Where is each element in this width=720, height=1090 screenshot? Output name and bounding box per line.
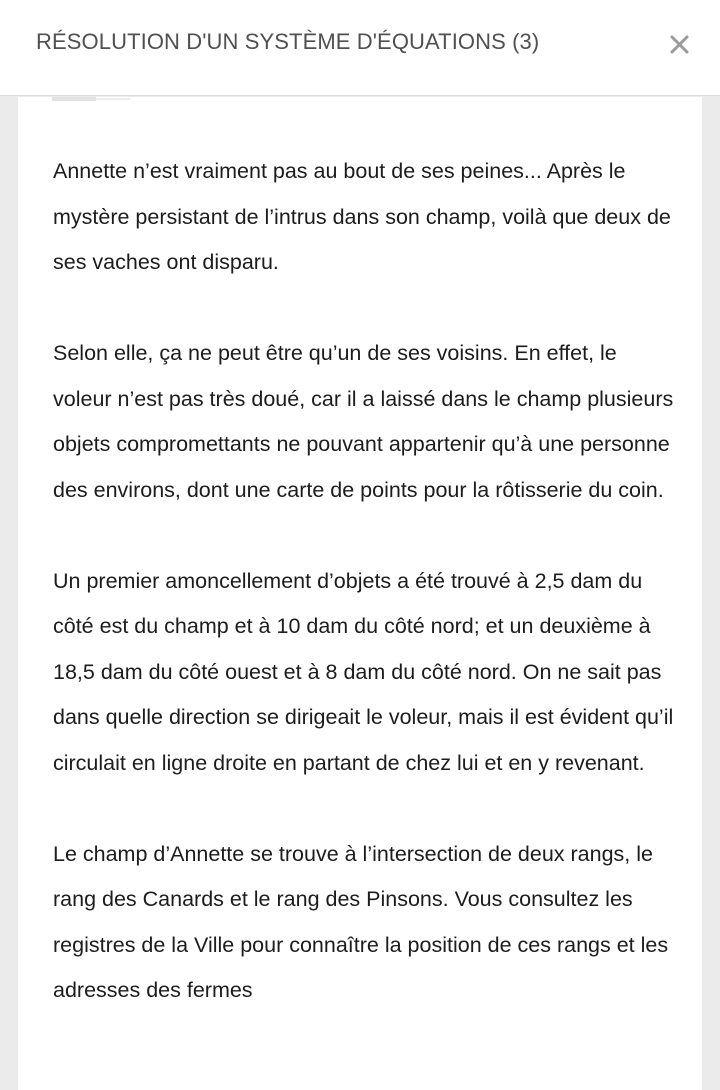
problem-text	[53, 149, 679, 1059]
close-icon[interactable]	[666, 30, 694, 58]
paragraph-3: Un premier amoncellement d’objets a été trouvé à 2,5 dam du côté est du champ et à 10 dam du côté nord; et un deuxième à 18,5 dam du côté ouest et à 8 dam du côté nord. On ne sait pas dans quelle direction se dirigeait le voleur, mais il est évident qu’il circulait en ligne droite en partant de chez lui et en y revenant.	[53, 568, 674, 775]
paragraph-4: Le champ d’Annette se trouve à l’intersection de deux rangs, le rang des Canards et le rang des Pinsons. Vous consultez les registres de la Ville pour connaître la position de ces rangs et les adresses des fermes	[53, 841, 669, 1002]
scrolled-content-remnant	[52, 97, 130, 101]
modal-header	[0, 0, 720, 96]
paragraph-2: Selon elle, ça ne peut être qu’un de ses voisins. En effet, le voleur n’est pas très doué, car il a laissé dans le champ plusieurs objets compromettants ne pouvant appartenir qu’à une personne des environs, dont une carte de points pour la rôtisserie du coin.	[53, 341, 674, 502]
paragraph-1: Annette n’est vraiment pas au bout de ses peines... Après le mystère persistant de l’intrus dans son champ, voilà que deux de ses vaches ont disparu.	[53, 159, 671, 274]
close-button[interactable]	[666, 30, 694, 58]
modal-title: RÉSOLUTION D'UN SYSTÈME D'ÉQUATIONS (3)	[36, 29, 540, 54]
content-card	[18, 97, 702, 1090]
